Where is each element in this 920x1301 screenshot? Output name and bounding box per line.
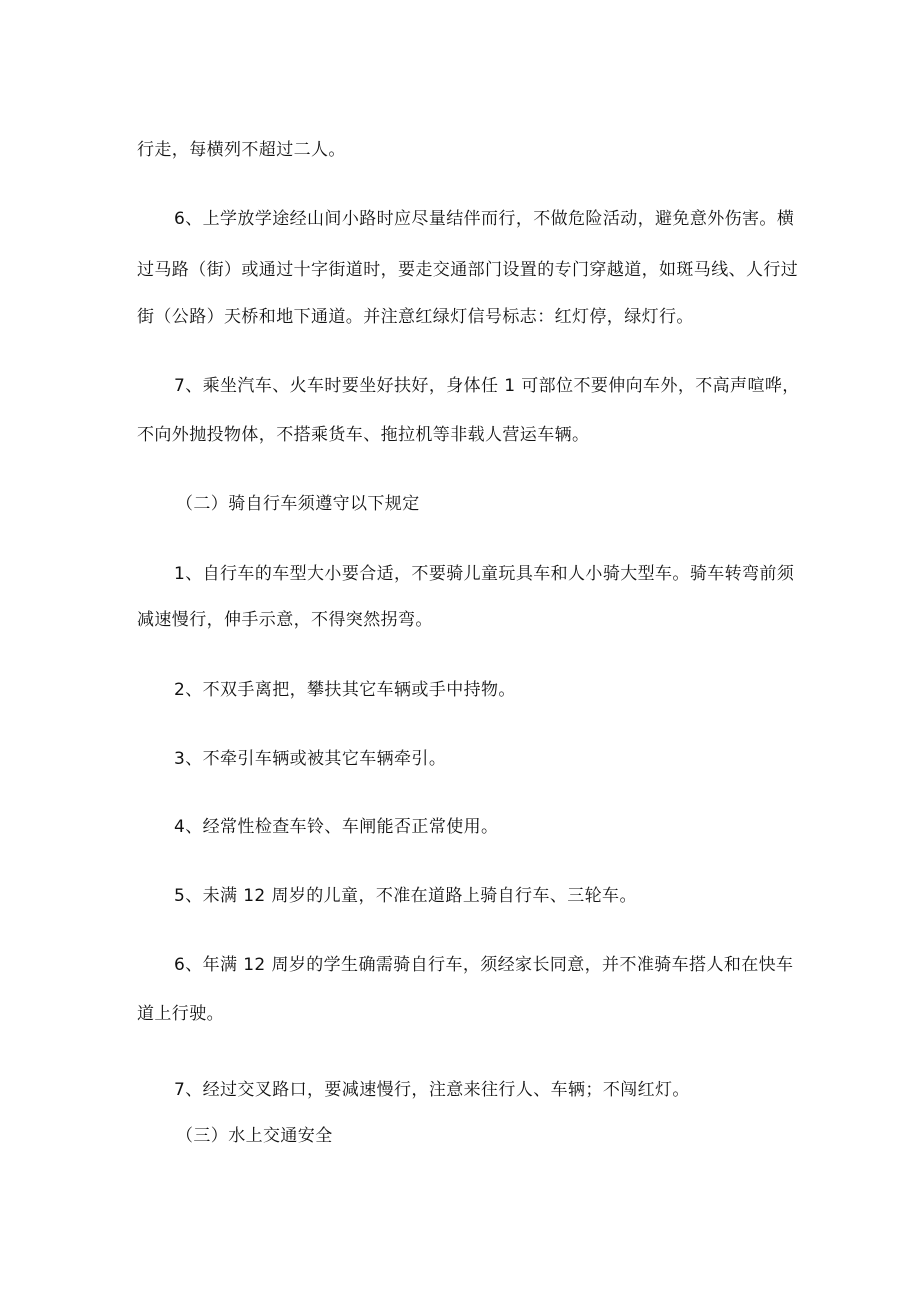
text-line: 7、乘坐汽车、火车时要坐好扶好，身体任 1 可部位不要伸向车外，不高声喧哗， xyxy=(174,376,800,396)
text-line: 1、自行车的车型大小要合适，不要骑儿童玩具车和人小骑大型车。骑车转弯前须 xyxy=(174,564,795,584)
text-line: 2、不双手离把，攀扶其它车辆或手中持物。 xyxy=(174,680,516,700)
text-line: 5、未满 12 周岁的儿童，不准在道路上骑自行车、三轮车。 xyxy=(174,886,637,906)
section-heading: （二）骑自行车须遵守以下规定 xyxy=(176,494,420,514)
text-line: 街（公路）天桥和地下通道。并注意红绿灯信号标志：红灯停，绿灯行。 xyxy=(137,307,694,327)
text-line: 行走，每横列不超过二人。 xyxy=(137,140,346,160)
text-line: 4、经常性检查车铃、车闸能否正常使用。 xyxy=(174,817,499,837)
text-line: 6、年满 12 周岁的学生确需骑自行车，须经家长同意，并不准骑车搭人和在快车 xyxy=(174,955,794,975)
text-line: 减速慢行，伸手示意，不得突然拐弯。 xyxy=(137,610,433,630)
text-line: 6、上学放学途经山间小路时应尽量结伴而行，不做危险活动，避免意外伤害。横 xyxy=(174,209,795,229)
text-line: 道上行驶。 xyxy=(137,1004,224,1024)
text-line: 过马路（街）或通过十字街道时，要走交通部门设置的专门穿越道，如斑马线、人行过 xyxy=(137,260,799,280)
text-line: 3、不牵引车辆或被其它车辆牵引。 xyxy=(174,749,447,769)
text-line: 不向外抛投物体，不搭乘货车、拖拉机等非载人营运车辆。 xyxy=(137,425,590,445)
section-heading: （三）水上交通安全 xyxy=(176,1126,333,1146)
text-line: 7、经过交叉路口，要减速慢行，注意来往行人、车辆；不闯红灯。 xyxy=(174,1080,690,1100)
